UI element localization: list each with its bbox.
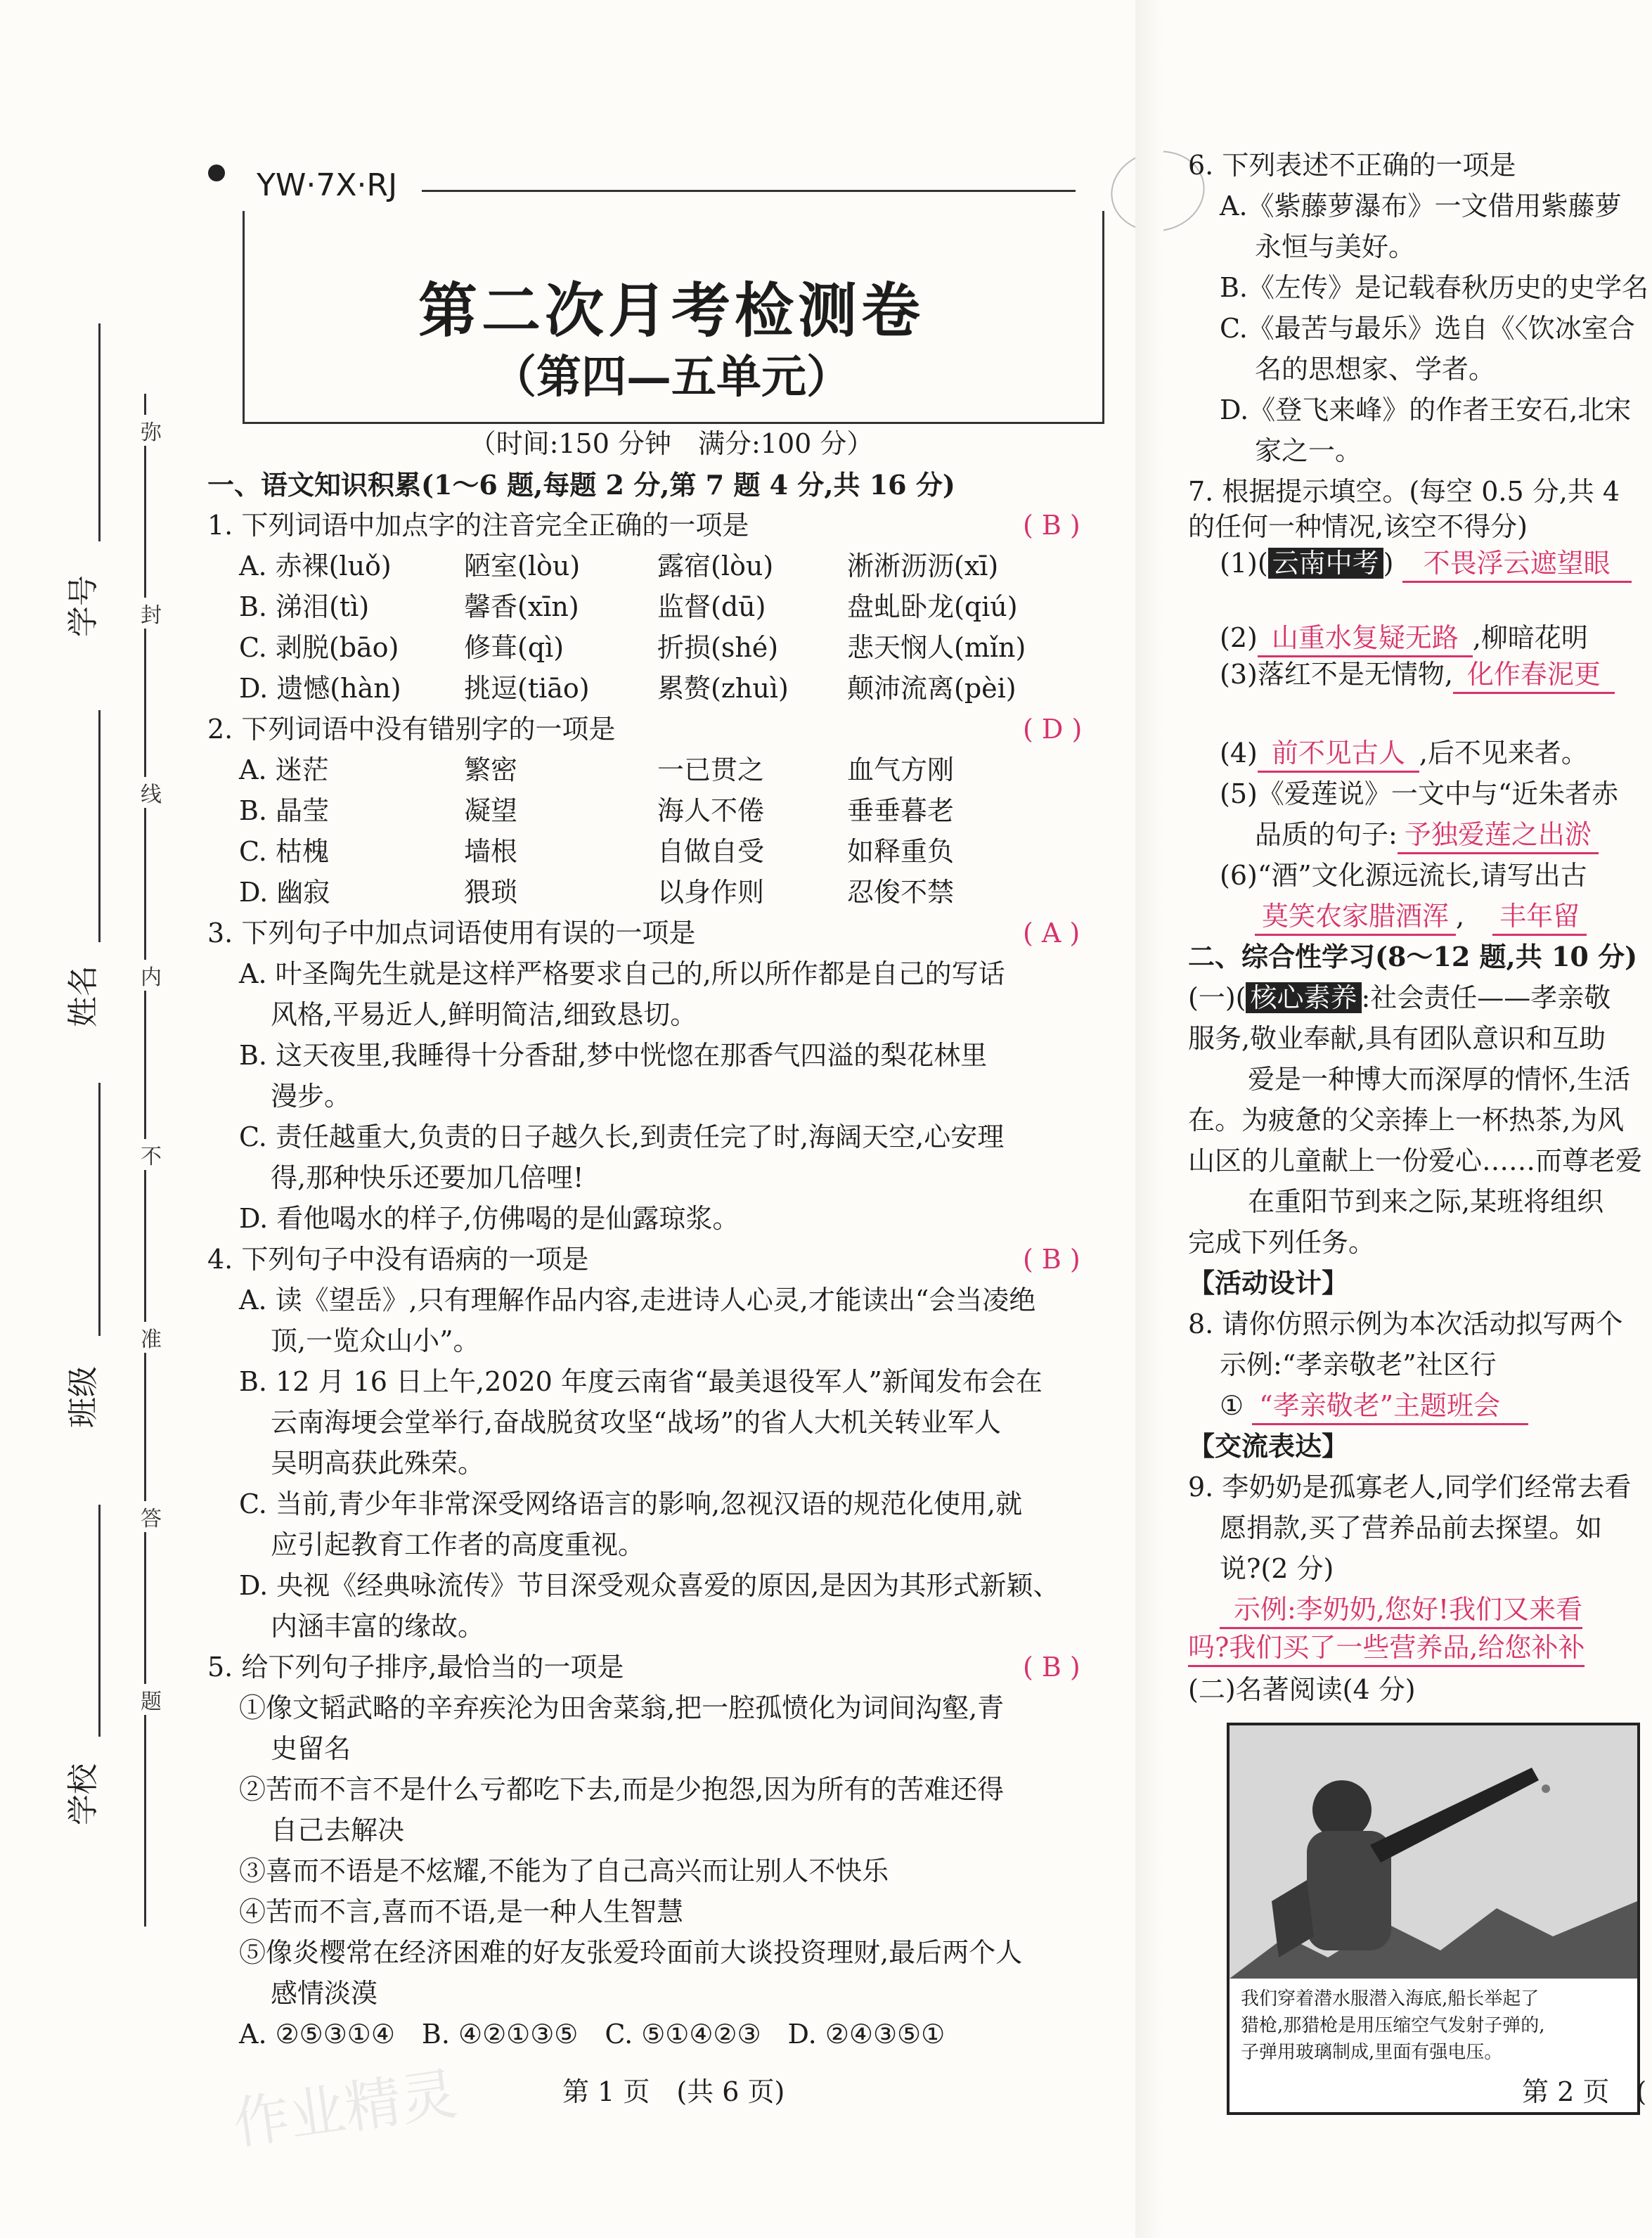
seal-char: 答	[141, 1501, 162, 1532]
field-blank-line	[98, 1083, 101, 1336]
q1-b-3: 监督(dū)	[657, 591, 766, 622]
q1-c-2: 修葺(qì)	[464, 632, 564, 663]
para-line: 服务,敬业奉献,具有团队意识和互助	[1188, 1023, 1606, 1054]
q3-line: 风格,平易近人,鲜明简洁,细致恳切。	[271, 999, 697, 1030]
q6-line: 名的思想家、学者。	[1255, 354, 1496, 385]
q3-line: 得,那种快乐还要加几倍哩!	[271, 1162, 584, 1193]
section-2-heading: 二、综合性学习(8～12 题,共 10 分)	[1188, 941, 1638, 972]
q1-a-1: A. 赤裸(luǒ)	[239, 551, 392, 581]
q8-example: 示例:“孝亲敬老”社区行	[1220, 1349, 1497, 1380]
q2-c-3: 自做自受	[657, 836, 765, 867]
core-literacy-badge: 核心素养	[1246, 982, 1361, 1013]
q1-c-4: 悲天悯人(mǐn)	[847, 632, 1026, 663]
field-name: 姓名	[65, 965, 101, 1027]
q1-answer: ( B )	[1023, 510, 1080, 541]
q5-line: ③喜而不语是不炫耀,不能为了自己高兴而让别人不快乐	[239, 1856, 889, 1886]
blank-5-prefix: 品质的句子:	[1255, 819, 1398, 850]
yunnan-exam-badge: 云南中考	[1268, 548, 1383, 579]
field-class: 班级	[65, 1366, 101, 1428]
caption-line: 我们穿着潜水服潜入海底,船长举起了	[1241, 1988, 1540, 2009]
q7-blank-2	[1220, 620, 1588, 657]
q4-line: A. 读《望岳》,只有理解作品内容,走进诗人心灵,才能读出“会当凌绝	[239, 1285, 1036, 1316]
q2-b-4: 垂垂暮老	[847, 795, 955, 826]
field-student-number: 学号	[65, 575, 101, 637]
seal-char: 准	[141, 1322, 162, 1353]
q1-a-2: 陋室(lòu)	[464, 551, 581, 581]
q1-b-4: 盘虬卧龙(qiú)	[847, 591, 1018, 622]
caption-line: 子弹用玻璃制成,里面有强电压。	[1241, 2042, 1503, 2063]
watermark: 作业精灵	[229, 2061, 461, 2157]
q4-line: B. 12 月 16 日上午,2020 年度云南省“最美退役军人”新闻发布会在	[239, 1366, 1043, 1397]
q5-stem: 5. 给下列句子排序,最恰当的一项是	[207, 1652, 624, 1683]
q7-blank-1	[1220, 546, 1632, 583]
field-blank-line	[98, 1505, 101, 1737]
q1-d-4: 颠沛流离(pèi)	[847, 673, 1017, 704]
seal-char: 不	[141, 1139, 162, 1170]
q2-a-4: 血气方刚	[847, 754, 955, 785]
q5-line: ④苦而不言,喜而不语,是一种人生智慧	[239, 1896, 684, 1927]
exam-title: 第二次月考检测卷	[418, 276, 924, 345]
q2-c-4: 如释重负	[847, 836, 955, 867]
q2-d-4: 忍俊不禁	[847, 877, 955, 908]
q6-line: B.《左传》是记载春秋历史的史学名	[1220, 272, 1649, 303]
sub-1-title: :社会责任——孝亲敬	[1361, 982, 1611, 1013]
q2-stem: 2. 下列词语中没有错别字的一项是	[207, 714, 616, 745]
blank-1-prefix: (1)(	[1220, 548, 1268, 579]
q6-line: C.《最苦与最乐》选自《〈饮冰室合	[1220, 313, 1635, 344]
q2-c-1: C. 枯槐	[239, 836, 329, 867]
q2-a-3: 一已贯之	[657, 754, 765, 785]
paper-code: YW·7X·RJ	[257, 167, 398, 203]
q9-answer-2: 吗?我们买了一些营养品,给您补补	[1188, 1630, 1585, 1667]
q3-answer: ( A )	[1023, 918, 1080, 948]
q2-d-2: 猥琐	[464, 877, 518, 908]
time-info: （时间:150 分钟 满分:100 分）	[469, 428, 874, 459]
q4-line: D. 央视《经典咏流传》节目深受观众喜爱的原因,是因为其形式新颖、	[239, 1570, 1060, 1601]
q2-c-2: 墙根	[464, 836, 518, 867]
q3-line: B. 这天夜里,我睡得十分香甜,梦中恍惚在那香气四溢的梨花林里	[239, 1040, 988, 1071]
sub-1-prefix: (一)(	[1188, 982, 1246, 1013]
activity-heading: 【活动设计】	[1188, 1267, 1349, 1299]
q8-stem: 8. 请你仿照示例为本次活动拟写两个	[1188, 1308, 1623, 1339]
q5-line: 自己去解决	[271, 1815, 405, 1846]
q7-blank-5	[1255, 817, 1599, 854]
q8-answer: “孝亲敬老”主题班会	[1252, 1388, 1528, 1425]
page-2-footer: 第 2 页 (	[1522, 2076, 1647, 2107]
q6-line: 家之一。	[1255, 435, 1362, 466]
blank-4-answer: 前不见古人	[1258, 735, 1419, 773]
q4-line: 应引起教育工作者的高度重视。	[271, 1529, 645, 1560]
q4-line: C. 当前,青少年非常深受网络语言的影响,忽视汉语的规范化使用,就	[239, 1488, 1023, 1519]
q4-line: 吴明高获此殊荣。	[271, 1448, 485, 1479]
q1-b-1: B. 涕泪(tì)	[239, 591, 370, 622]
q2-d-3: 以身作则	[657, 877, 765, 908]
q2-b-3: 海人不倦	[657, 795, 765, 826]
q8-answer-num: ①	[1220, 1390, 1244, 1421]
q3-stem: 3. 下列句子中加点词语使用有误的一项是	[207, 918, 696, 948]
q4-answer: ( B )	[1023, 1244, 1080, 1275]
seal-char: 题	[141, 1684, 162, 1715]
q1-b-2: 馨香(xīn)	[464, 591, 579, 622]
bullet-dot	[208, 165, 225, 181]
q6-line: A.《紫藤萝瀑布》一文借用紫藤萝	[1220, 191, 1622, 221]
q7-blank-5-line1: (5)《爱莲说》一文中与“近朱者赤	[1220, 778, 1619, 809]
para-line: 在重阳节到来之际,某班将组织	[1248, 1186, 1604, 1217]
q6-line: D.《登飞来峰》的作者王安石,北宋	[1220, 394, 1632, 425]
field-blank-line	[98, 710, 101, 942]
field-school: 学校	[65, 1763, 101, 1825]
field-blank-line	[98, 323, 101, 541]
blank-5-answer: 予独爱莲之出淤	[1398, 817, 1599, 854]
q7-blank-6-line1: (6)“酒”文化源远流长,请写出古	[1220, 860, 1587, 891]
section-1-heading: 一、语文知识积累(1～6 题,每题 2 分,第 7 题 4 分,共 16 分)	[207, 469, 955, 501]
blank-2-prefix: (2)	[1220, 622, 1258, 653]
para-line: 山区的儿童献上一份爱心……而尊老爱	[1188, 1145, 1643, 1176]
q2-a-2: 繁密	[464, 754, 518, 785]
blank-1-answer: 不畏浮云遮望眼	[1402, 546, 1632, 583]
q2-b-2: 凝望	[464, 795, 518, 826]
blank-6-answer-1: 莫笑农家腊酒浑	[1255, 899, 1456, 936]
q9-answer-1: 示例:李奶奶,您好!我们又来看	[1220, 1592, 1582, 1629]
q7-blank-3	[1220, 657, 1615, 694]
q9-line: 愿捐款,买了营养品前去探望。如	[1220, 1512, 1603, 1543]
q1-c-3: 折损(shé)	[657, 632, 779, 663]
seal-char: 内	[141, 960, 162, 991]
q5-line: ⑤像炎樱常在经济困难的好友张爱玲面前大谈投资理财,最后两个人	[239, 1937, 1023, 1968]
q5-line: ①像文韬武略的辛弃疾沦为田舍菜翁,把一腔孤愤化为词间沟壑,青	[239, 1692, 1005, 1723]
q1-a-4: 淅淅沥沥(xī)	[847, 551, 999, 581]
exchange-heading: 【交流表达】	[1188, 1430, 1349, 1462]
q6-stem: 6. 下列表述不正确的一项是	[1188, 150, 1516, 181]
q2-a-1: A. 迷茫	[239, 754, 329, 785]
blank-1-close: )	[1383, 548, 1394, 579]
q5-options: A. ②⑤③①④ B. ④②①③⑤ C. ⑤①④②③ D. ②④③⑤①	[239, 2019, 946, 2050]
q1-a-3: 露宿(lòu)	[657, 551, 774, 581]
blank-2-answer: 山重水复疑无路	[1258, 620, 1473, 657]
q2-answer: ( D )	[1023, 714, 1083, 745]
page-fold	[1135, 0, 1163, 2238]
sub-1-heading	[1188, 980, 1611, 1015]
blank-2-suffix: ,柳暗花明	[1472, 622, 1588, 653]
para-line: 完成下列任务。	[1188, 1227, 1376, 1258]
exam-subtitle: （第四—五单元）	[491, 351, 851, 404]
q7-stem-2: 的任何一种情况,该空不得分)	[1188, 511, 1528, 542]
seal-char: 封	[141, 598, 162, 629]
blank-4-suffix: ,后不见来者。	[1419, 738, 1588, 768]
q9-line: 说?(2 分)	[1220, 1553, 1334, 1584]
q5-line: 史留名	[271, 1733, 351, 1764]
q3-line: A. 叶圣陶先生就是这样严格要求自己的,所以所作都是自己的写话	[239, 958, 1005, 989]
caption-line: 猎枪,那猎枪是用压缩空气发射子弹的,	[1241, 2015, 1545, 2036]
q7-stem: 7. 根据提示填空。(每空 0.5 分,共 4	[1188, 476, 1620, 507]
seal-char: 线	[141, 777, 162, 808]
q4-stem: 4. 下列句子中没有语病的一项是	[207, 1244, 589, 1275]
q6-line: 永恒与美好。	[1255, 231, 1416, 262]
q2-b-1: B. 晶莹	[239, 795, 330, 826]
q7-blank-4	[1220, 735, 1588, 773]
header-rule	[422, 190, 1076, 192]
novel-illustration	[1227, 1723, 1640, 2115]
q5-line: ②苦而不言不是什么亏都吃下去,而是少抱怨,因为所有的苦难还得	[239, 1774, 1005, 1805]
blank-6-answer-2: 丰年留	[1492, 899, 1587, 936]
q3-line: C. 责任越重大,负责的日子越久长,到责任完了时,海阔天空,心安理	[239, 1121, 1005, 1152]
sub-2-heading: (二)名著阅读(4 分)	[1188, 1674, 1416, 1705]
q3-line: D. 看他喝水的样子,仿佛喝的是仙露琼浆。	[239, 1203, 740, 1234]
q3-line: 漫步。	[271, 1081, 351, 1112]
para-line: 在。为疲惫的父亲捧上一杯热茶,为风	[1188, 1105, 1625, 1136]
seal-char: 弥	[141, 415, 162, 446]
q5-answer: ( B )	[1023, 1652, 1080, 1683]
q7-blank-6: 莫笑农家腊酒浑 , 丰年留	[1255, 899, 1587, 936]
q1-d-1: D. 遗憾(hàn)	[239, 673, 401, 704]
q4-line: 云南海埂会堂举行,奋战脱贫攻坚“战场”的省人大机关转业军人	[271, 1407, 1001, 1438]
page-1-footer: 第 1 页 (共 6 页)	[562, 2076, 785, 2107]
q1-c-1: C. 剥脱(bāo)	[239, 632, 399, 663]
diver-hunting-image	[1230, 1725, 1637, 1979]
para-line: 爱是一种博大而深厚的情怀,生活	[1248, 1064, 1631, 1095]
q1-d-3: 累赘(zhuì)	[657, 673, 789, 704]
q5-line: 感情淡漠	[271, 1978, 378, 2009]
blank-4-prefix: (4)	[1220, 738, 1258, 768]
q2-d-1: D. 幽寂	[239, 877, 330, 908]
blank-3-answer: 化作春泥更	[1453, 657, 1615, 694]
q1-d-2: 挑逗(tiāo)	[464, 673, 590, 704]
q4-line: 内涵丰富的缘故。	[271, 1611, 485, 1642]
q8-answer-row	[1220, 1388, 1528, 1425]
q9-line: 9. 李奶奶是孤寡老人,同学们经常去看	[1188, 1472, 1632, 1503]
q4-line: 顶,一览众山小”。	[271, 1325, 480, 1356]
blank-3-prefix: (3)落红不是无情物,	[1220, 659, 1453, 690]
q1-stem: 1. 下列词语中加点字的注音完全正确的一项是	[207, 510, 749, 541]
